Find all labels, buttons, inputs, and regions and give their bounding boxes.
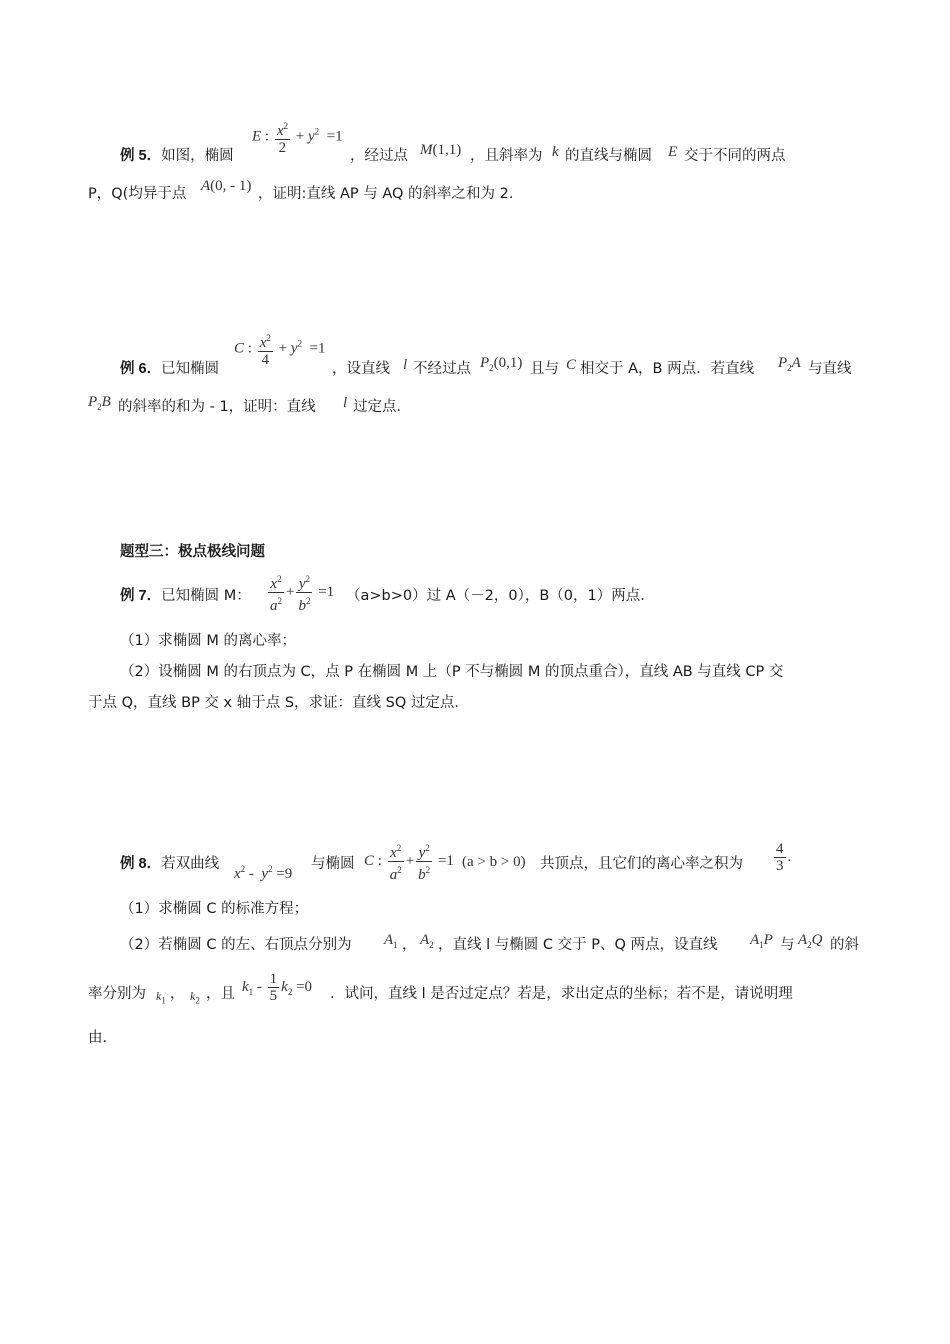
example-5-text-3 — [470, 146, 543, 166]
example-5-e: E — [668, 144, 678, 160]
example-8-k2: $k_2$ — [190, 989, 200, 1006]
example-7-question-2b: 于点 Q，直线 BP 交 x 轴于点 S，求证：直线 SQ 过定点． — [88, 695, 469, 711]
example-6-line-l-2: l — [343, 395, 348, 411]
example-8-a1p: $A_1P$ — [750, 932, 773, 950]
example-8-fraction: $\frac{4}{3}$ . — [776, 841, 792, 874]
example-6-t5: 相交于 A，B 两点．若直线 — [580, 361, 755, 377]
example-5-t3: ，且斜率为 — [470, 148, 543, 164]
example-8-comma-2: ， — [170, 986, 185, 1002]
example-7-question-2a: （2）设椭圆 M 的右顶点为 C，点 P 在椭圆 M 上（P 不与椭圆 M 的顶点重合），直线 AB 与直线 CP 交 — [120, 664, 784, 680]
example-8-q2a4-text: 的斜 — [830, 937, 859, 953]
example-6-line-2-text: 的斜率的和为 - 1，证明：直线 — [118, 399, 316, 415]
example-8-question-1: （1）求椭圆 C 的标准方程； — [120, 901, 309, 917]
example-8-text-3 — [540, 854, 743, 874]
example-8-q2b2-text: ，且 — [206, 986, 235, 1002]
example-6-ellipse-equation: C : $\frac{x^2}{4}$ + $y^2 =1$ — [234, 330, 325, 368]
section-heading: 题型三：极点极线问题 — [120, 544, 265, 560]
example-6-line-2 — [118, 397, 316, 417]
example-6-text-5 — [580, 359, 754, 379]
example-6-t4: 且与 — [530, 361, 559, 377]
example-5-ellipse-equation: E : $\frac{x^2}{2}$ + $y^2 =1$ — [252, 118, 343, 156]
example-8-label: 例 8． — [120, 856, 162, 872]
example-6-label: 例 6． — [120, 361, 162, 377]
example-8-q2b3 — [330, 984, 793, 1004]
example-5-text-2: ，经过点 — [350, 148, 408, 164]
example-8-q2b2 — [206, 984, 235, 1004]
example-6-p2a: $P_2A$ — [778, 355, 801, 373]
example-7-condition — [346, 586, 655, 606]
example-8-q2c: 由． — [88, 1030, 117, 1046]
example-8-t3: 共顶点，且它们的离心率之积为 — [540, 856, 743, 872]
example-6-line-2-end — [353, 397, 411, 417]
example-5-line-2 — [88, 184, 186, 204]
example-6-text-6 — [808, 359, 852, 379]
example-6-t2: ，设直线 — [332, 361, 390, 377]
example-8-q2a: （2）若椭圆 C 的左、右顶点分别为 — [120, 937, 352, 953]
example-7-text: 已知椭圆 M： — [161, 588, 251, 604]
example-6-text-4 — [530, 359, 559, 379]
example-8-q2a4 — [830, 935, 859, 955]
example-8-k1: $k_1$ — [156, 989, 166, 1006]
example-6-text: 已知椭圆 — [161, 361, 220, 377]
example-5-line-1-rest — [350, 146, 408, 166]
example-8-hyperbola: $x^2 - y^2 =9$ — [234, 864, 293, 882]
example-7-question-1: （1）求椭圆 M 的离心率； — [120, 633, 296, 649]
example-8-cond: (a > b > 0) — [462, 854, 526, 870]
example-8-ellipse-equation: C : $\frac{x^2}{a^2}$ + $\frac{y^2}{b^2}$ =1 — [364, 840, 454, 883]
example-5-line-2-end — [258, 184, 523, 204]
example-7-ellipse-equation: $\frac{x^2}{a^2}$ + $\frac{y^2}{b^2}$ =1 — [266, 571, 334, 614]
example-8-q2b1 — [88, 984, 146, 1004]
example-6-line-2-end-text: 过定点． — [353, 399, 411, 415]
example-8-q2b3-text: ．试问，直线 l 是否过定点？若是，求出定点的坐标；若不是，请说明理 — [330, 986, 793, 1002]
example-8-a2: $A_2$ — [420, 932, 434, 950]
example-6-t6: 与直线 — [808, 361, 852, 377]
example-7-label: 例 7． — [120, 588, 162, 604]
example-5-line-2a: P，Q(均异于点 — [88, 186, 187, 202]
example-5-text-5 — [684, 146, 786, 166]
example-8-q2a2 — [438, 935, 717, 955]
example-7-cond: （a>b>0）过 A（－2，0），B（0，1）两点． — [346, 588, 655, 604]
example-6-line-1 — [120, 359, 219, 379]
example-6-line-l: l — [403, 357, 408, 373]
example-5-text: 如图，椭圆 — [161, 148, 234, 164]
example-5-point-m: M(1,1) — [420, 142, 462, 158]
example-6-p2b: $P_2B$ — [88, 394, 111, 412]
example-8-line-1 — [120, 854, 219, 874]
example-8-question-2a — [120, 935, 352, 955]
example-5-slope-k: k — [552, 144, 559, 160]
example-6-c: C — [566, 357, 577, 373]
example-5-t5: 交于不同的两点 — [684, 148, 786, 164]
example-8-text-2 — [311, 854, 355, 874]
example-8-a1: $A_1$ — [384, 932, 398, 950]
example-6-text-3 — [413, 359, 471, 379]
example-7-line-1 — [120, 586, 251, 606]
example-8-q2a3 — [780, 935, 795, 955]
example-8-q2a3-text: 与 — [780, 937, 795, 953]
example-6-point-p2: $P_2(0,1)$ — [480, 355, 523, 373]
example-8-q2a2-text: ，直线 l 与椭圆 C 交于 P、Q 两点，设直线 — [438, 937, 718, 953]
example-8-a2q: $A_2Q$ — [798, 932, 823, 950]
example-8-t2: 与椭圆 — [311, 856, 355, 872]
example-8-q2b1-text: 率分别为 — [88, 986, 146, 1002]
example-5-label: 例 5． — [120, 148, 162, 164]
example-8-relation: $k_1$ - $\frac{1}{5}$ $k_2 =0$ — [242, 971, 313, 1004]
example-8-comma: ， — [402, 937, 417, 953]
example-5-line-1 — [120, 146, 234, 166]
example-8-text: 若双曲线 — [161, 856, 220, 872]
example-5-t4: 的直线与椭圆 — [565, 148, 652, 164]
example-5-line-2b: ，证明:直线 AP 与 AQ 的斜率之和为 2． — [258, 186, 524, 202]
example-6-t3: 不经过点 — [413, 361, 471, 377]
example-8-condition — [462, 852, 526, 872]
example-5-text-4 — [565, 146, 652, 166]
example-5-point-a: A(0, - 1) — [201, 178, 252, 194]
example-6-text-2 — [332, 359, 390, 379]
